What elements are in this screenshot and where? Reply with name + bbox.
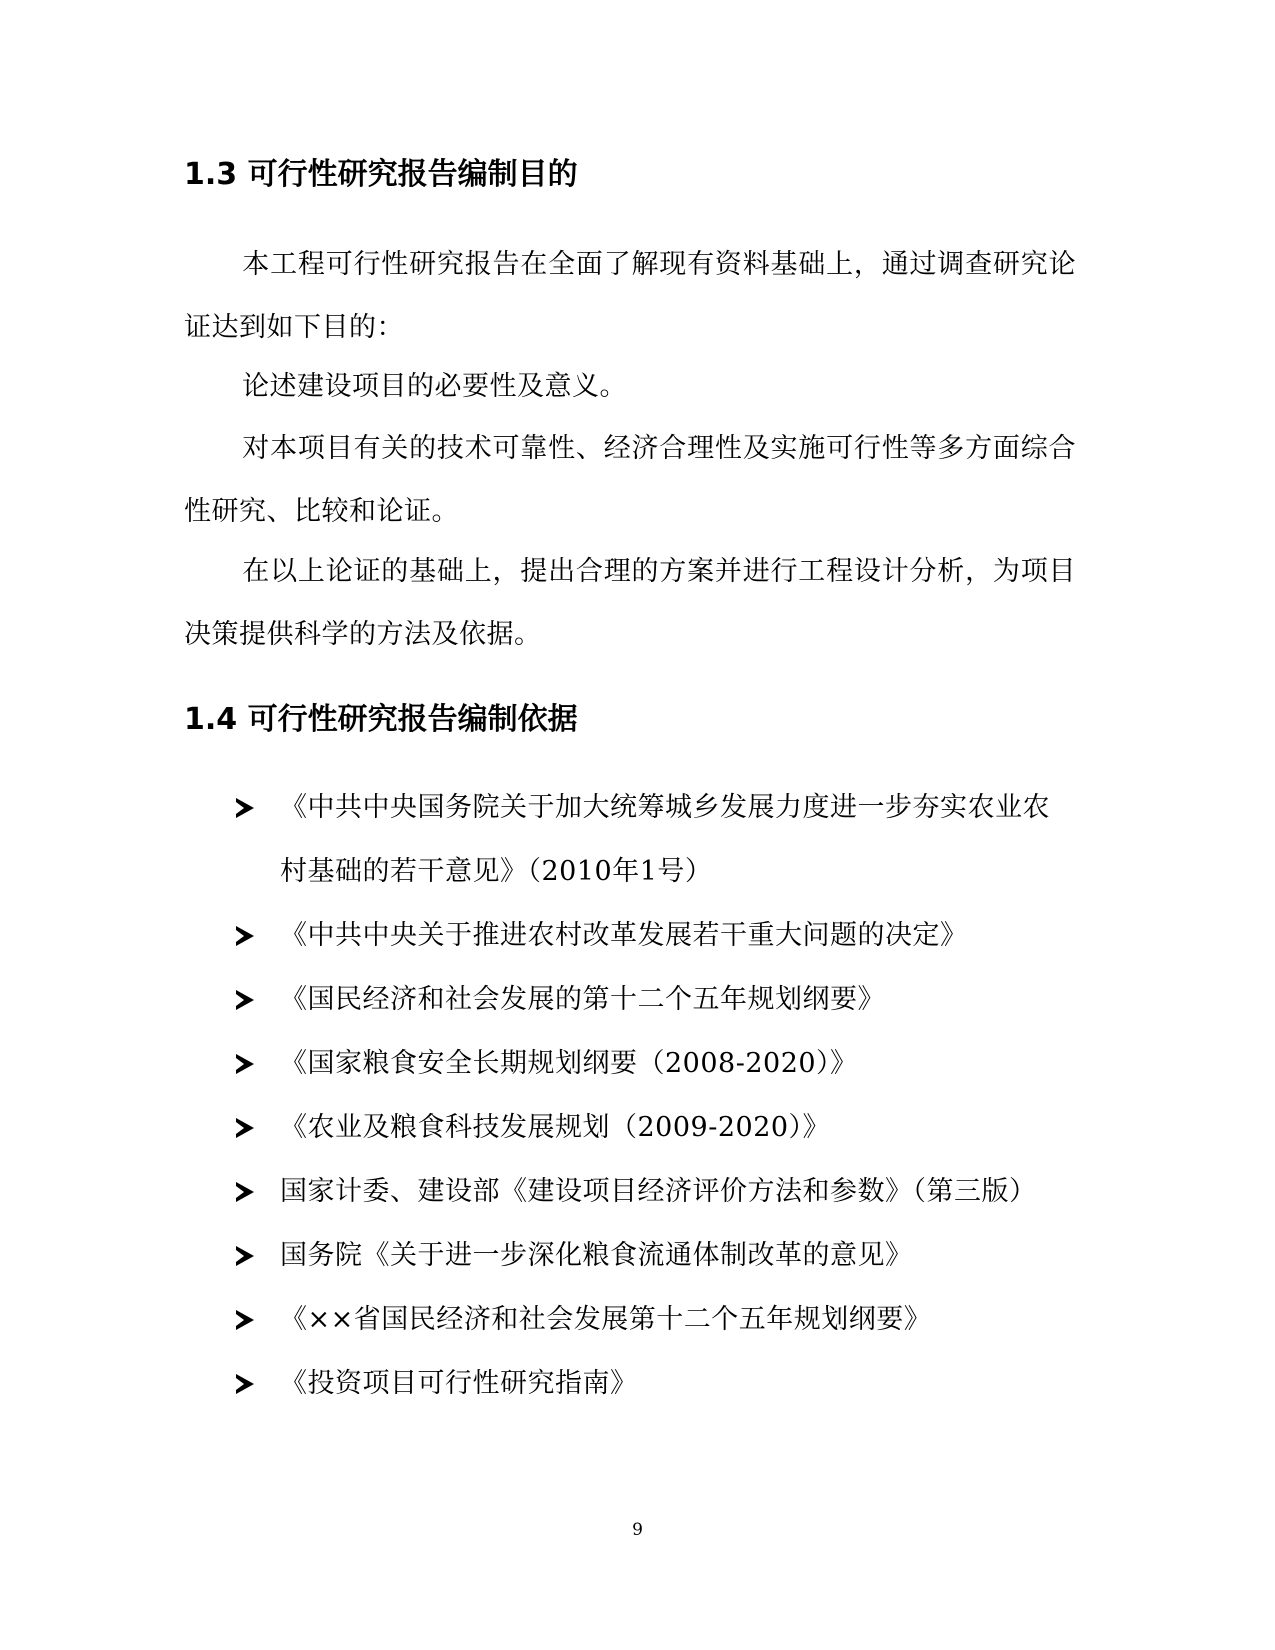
reference-list bbox=[236, 776, 1076, 1416]
list-item: 《农业及粮食科技发展规划（2009-2020）》 bbox=[236, 1096, 1076, 1160]
arrow-bullet-icon bbox=[236, 1310, 254, 1330]
arrow-bullet-icon bbox=[236, 926, 254, 946]
arrow-bullet-icon bbox=[236, 990, 254, 1010]
list-item: 《××省国民经济和社会发展第十二个五年规划纲要》 bbox=[236, 1288, 1076, 1352]
arrow-bullet-icon bbox=[236, 798, 254, 818]
paragraph-4 bbox=[184, 540, 1076, 666]
page-number: 9 bbox=[632, 1520, 643, 1540]
arrow-bullet-icon bbox=[236, 1054, 254, 1074]
paragraph-3-text: 对本项目有关的技术可靠性、经济合理性及实施可行性等多方面综合性研究、比较和论证。 bbox=[184, 433, 1076, 527]
paragraph-4-text: 在以上论证的基础上，提出合理的方案并进行工程设计分析，为项目决策提供科学的方法及依据。 bbox=[184, 556, 1076, 650]
section-heading-1-4: 1.4 可行性研究报告编制依据 bbox=[184, 702, 578, 737]
list-item: 《投资项目可行性研究指南》 bbox=[236, 1352, 1076, 1416]
paragraph-3 bbox=[184, 417, 1076, 543]
section-heading-1-3: 1.3 可行性研究报告编制目的 bbox=[184, 157, 578, 192]
list-item: 《国民经济和社会发展的第十二个五年规划纲要》 bbox=[236, 968, 1076, 1032]
list-item: 国务院《关于进一步深化粮食流通体制改革的意见》 bbox=[236, 1224, 1076, 1288]
paragraph-2-text: 论述建设项目的必要性及意义。 bbox=[242, 371, 627, 402]
paragraph-2 bbox=[184, 355, 1076, 418]
arrow-bullet-icon bbox=[236, 1182, 254, 1202]
list-item: 国家计委、建设部《建设项目经济评价方法和参数》（第三版） bbox=[236, 1160, 1076, 1224]
arrow-bullet-icon bbox=[236, 1118, 254, 1138]
arrow-bullet-icon bbox=[236, 1246, 254, 1266]
list-item: 《中共中央关于推进农村改革发展若干重大问题的决定》 bbox=[236, 904, 1076, 968]
list-item: 《中共中央国务院关于加大统筹城乡发展力度进一步夯实农业农村基础的若干意见》（2010年1号） bbox=[236, 776, 1076, 904]
arrow-bullet-icon bbox=[236, 1374, 254, 1394]
list-item: 《国家粮食安全长期规划纲要（2008-2020）》 bbox=[236, 1032, 1076, 1096]
paragraph-1-text: 本工程可行性研究报告在全面了解现有资料基础上，通过调查研究论证达到如下目的： bbox=[184, 249, 1076, 343]
paragraph-1 bbox=[184, 233, 1076, 359]
